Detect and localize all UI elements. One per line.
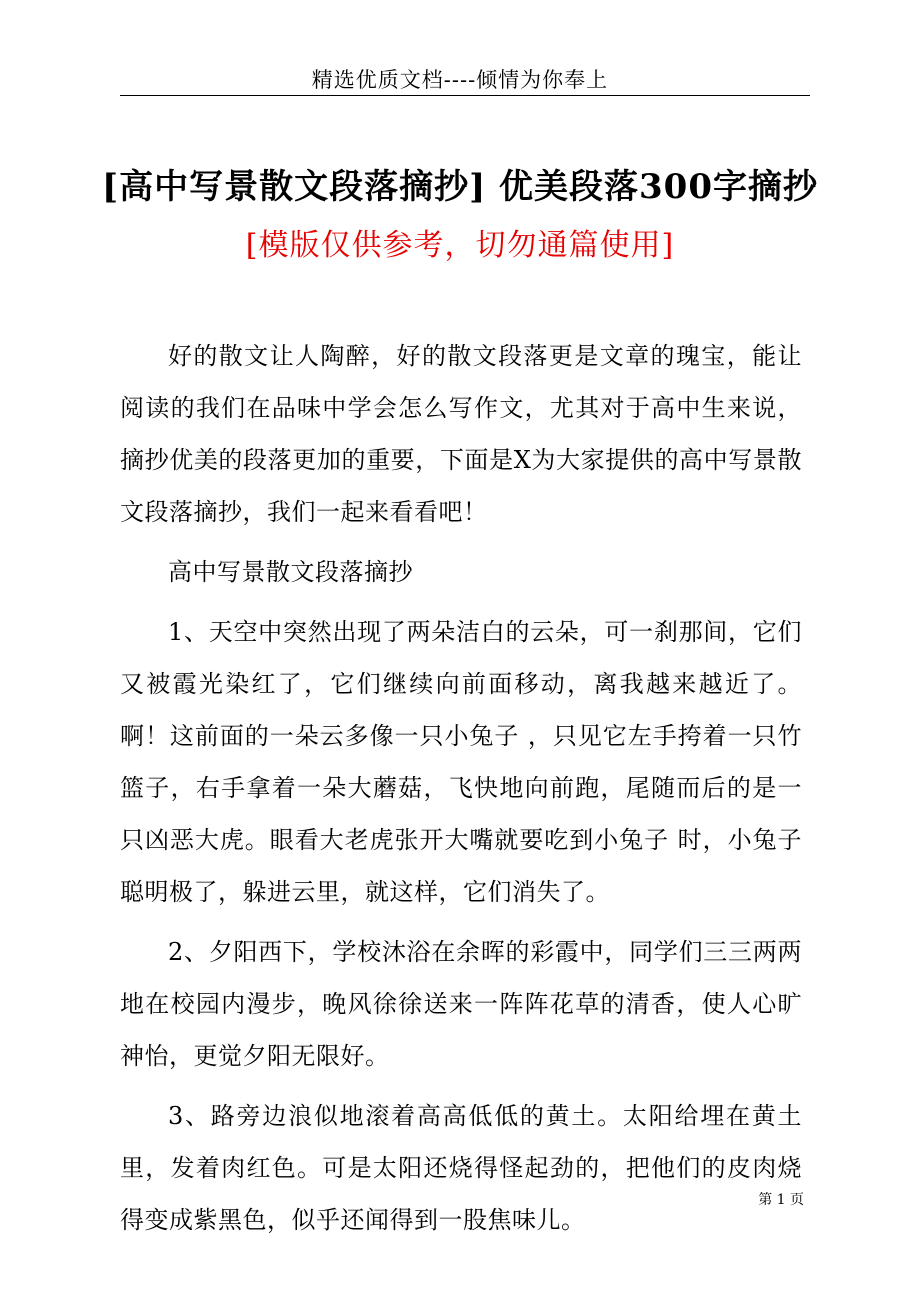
document-body [120, 330, 802, 1254]
running-header: 精选优质文档----倾情为你奉上 [311, 68, 609, 92]
section-heading: 高中写景散文段落摘抄 [168, 558, 413, 586]
paragraph-item-3: 3、路旁边浪似地滚着高高低低的黄土。太阳给埋在黄土里，发着肉红色。可是太阳还烧得怪起劲的，把他们的皮肉烧得变成紫黑色，似乎还闻得到一股焦味儿。 [120, 1102, 802, 1234]
template-notice: [模版仅供参考，切勿通篇使用] [245, 228, 675, 263]
document-title: [高中写景散文段落摘抄] 优美段落300字摘抄 [102, 167, 818, 207]
paragraph-intro: 好的散文让人陶醉，好的散文段落更是文章的瑰宝，能让阅读的我们在品味中学会怎么写作文，尤其对于高中生来说，摘抄优美的段落更加的重要，下面是X为大家提供的高中写景散文段落摘抄，我们一起来看看吧！ [120, 342, 802, 526]
paragraph-item-1: 1、天空中突然出现了两朵洁白的云朵，可一刹那间，它们又被霞光染红了，它们继续向前面移动，离我越来越近了。啊！这前面的一朵云多像一只小兔子 ，只见它左手挎着一只竹篮子，右手拿着一朵大蘑菇，飞快地向前跑，尾随而后的是一只凶恶大虎。眼看大老虎张开大嘴就要吃到小兔子 时，小兔子聪明极了，躲进云里，就这样，它们消失了。 [120, 618, 802, 906]
page-number: 第 1 页 [758, 1192, 804, 1208]
header-divider [120, 95, 810, 96]
paragraph-item-2: 2、夕阳西下，学校沐浴在余晖的彩霞中，同学们三三两两地在校园内漫步，晚风徐徐送来一阵阵花草的清香，使人心旷神怡，更觉夕阳无限好。 [120, 938, 802, 1070]
